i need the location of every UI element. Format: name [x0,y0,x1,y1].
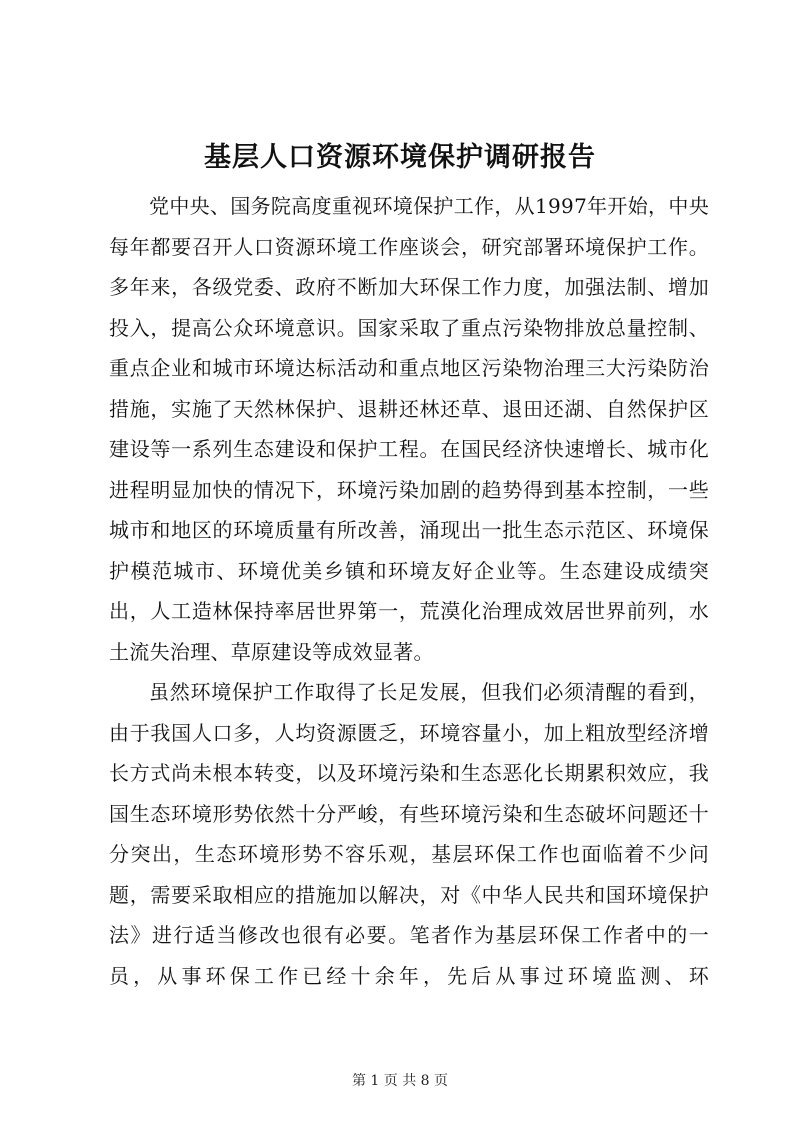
document-title: 基层人口资源环境保护调研报告 [204,142,596,173]
paragraph-2: 虽然环境保护工作取得了长足发展，但我们必须清醒的看到，由于我国人口多，人均资源匮乏，环境容量小，加上粗放型经济增长方式尚未根本转变，以及环境污染和生态恶化长期累积效应，我国生态环境形势依然十分严峻，有些环境污染和生态破坏问题还十分突出，生态环境形势不容乐观，基层环保工作也面临着不少问题，需要采取相应的措施加以解决，对《中华人民共和国环境保护法》进行适当修改也很有必要。笔者作为基层环保工作者中的一员，从事环保工作已经十余年，先后从事过环境监测、环 [109,680,709,988]
page-footer: 第 1 页 共 8 页 [351,1073,449,1089]
document-body [109,186,709,996]
paragraph-1: 党中央、国务院高度重视环境保护工作，从1997年开始，中央每年都要召开人口资源环境工作座谈会，研究部署环境保护工作。多年来，各级党委、政府不断加大环保工作力度，加强法制、增加投入，提高公众环境意识。国家采取了重点污染物排放总量控制、重点企业和城市环境达标活动和重点地区污染物治理三大污染防治措施，实施了天然林保护、退耕还林还草、退田还湖、自然保护区建设等一系列生态建设和保护工程。在国民经济快速增长、城市化进程明显加快的情况下，环境污染加剧的趋势得到基本控制，一些城市和地区的环境质量有所改善，涌现出一批生态示范区、环境保护模范城市、环境优美乡镇和环境友好企业等。生态建设成绩突出，人工造林保持率居世界第一，荒漠化治理成效居世界前列，水土流失治理、草原建设等成效显著。 [109,194,709,664]
